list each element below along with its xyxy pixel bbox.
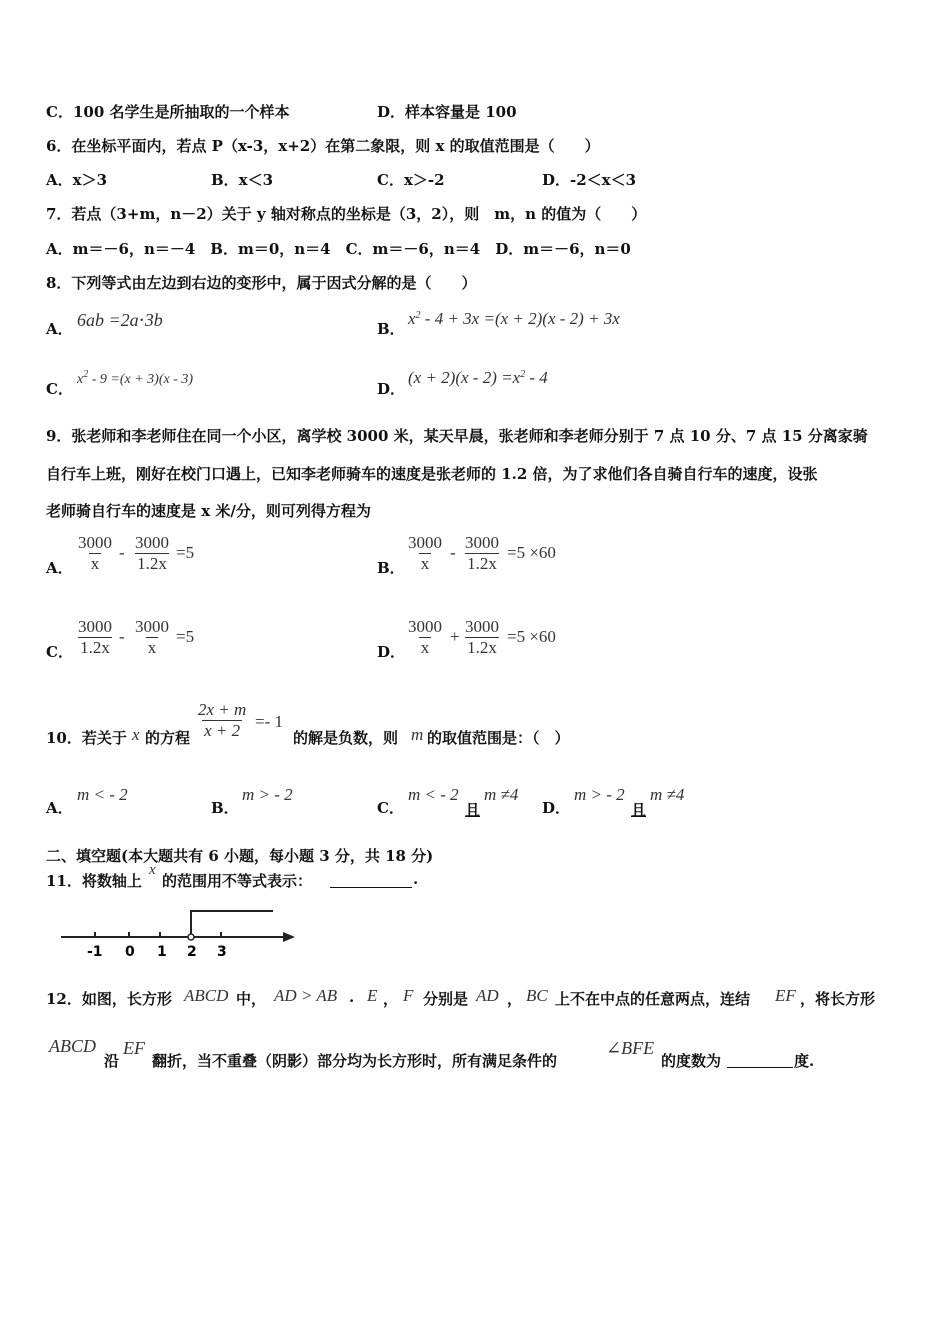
q10-option-c-and: 且 xyxy=(465,801,481,819)
q6-stem: 6．在坐标平面内，若点 P（x-3，x+2）在第二象限，则 x 的取值范围是（ ） xyxy=(46,137,600,155)
q9-c-frac-2: $\frac{3000}{x}$ xyxy=(135,617,169,657)
q9-d-rhs: =5 ×60 xyxy=(507,627,556,646)
q9-b-minus: - xyxy=(450,543,456,562)
q10-option-c-expr-1: m < - 2 xyxy=(408,785,459,804)
q10-option-d-expr-2: m ≠4 xyxy=(650,785,685,804)
q8-option-b-expr: $x^2 - 4 + 3x =(x + 2)(x - 2) + 3x$ xyxy=(408,309,620,328)
q9-b-rhs: =5 ×60 xyxy=(507,543,556,562)
q8-option-c-expr: $x^2 - 9 =(x + 3)(x - 3)$ xyxy=(77,369,194,387)
q12-line1-a: 12．如图，长方形 xyxy=(46,990,172,1008)
q11-pre: 11．将数轴上 xyxy=(46,872,142,890)
q10-post-1: 的解是负数，则 xyxy=(293,729,399,747)
q12-ef-2: EF xyxy=(123,1038,145,1058)
q10-fraction: $\frac{2x + m}{x + 2}$ xyxy=(198,700,247,740)
q8-option-c-label: C． xyxy=(46,380,73,398)
q9-option-b-label: B． xyxy=(377,559,405,577)
q12-line1-d: 分别是 xyxy=(423,990,469,1008)
q6-option-d: D．-2＜x＜3 xyxy=(542,171,637,189)
number-line-arrow-icon xyxy=(283,932,295,942)
q10-option-b-expr: m > - 2 xyxy=(242,785,293,804)
q8-option-d-label: D． xyxy=(377,380,406,398)
q10-post-2: 的取值范围是：（ ） xyxy=(427,729,570,747)
tick-label: 0 xyxy=(125,944,135,960)
q9-a-frac-2: $\frac{3000}{1.2x}$ xyxy=(135,533,169,573)
q9-a-minus: - xyxy=(119,543,125,562)
q9-d-frac-1: $\frac{3000}{x}$ xyxy=(408,617,442,657)
q9-b-frac-2: $\frac{3000}{1.2x}$ xyxy=(465,533,499,573)
q10-option-a-expr: m < - 2 xyxy=(77,785,128,804)
q12-point-f: F xyxy=(403,986,414,1005)
q10-option-c-label: C． xyxy=(377,799,404,817)
q9-c-frac-1: $\frac{3000}{1.2x}$ xyxy=(78,617,112,657)
q12-point-e: E xyxy=(367,986,378,1005)
q10-rhs: =- 1 xyxy=(255,712,283,731)
q10-option-b-label: B． xyxy=(211,799,239,817)
q8-option-a-expr: 6ab =2a⋅3b xyxy=(77,310,163,330)
q8-stem: 8．下列等式由左边到右边的变形中，属于因式分解的是（ ） xyxy=(46,274,477,292)
q11-var: x xyxy=(149,862,156,878)
q7-options: A．m＝－6，n＝－4 B．m＝0，n＝4 C．m＝－6，n＝4 D．m＝－6，n＝0 xyxy=(46,240,631,258)
q10-option-d-and: 且 xyxy=(631,801,647,819)
q10-option-d-label: D． xyxy=(542,799,571,817)
q11-post: 的范围用不等式表示： xyxy=(162,872,313,890)
q10-option-a-label: A． xyxy=(46,799,73,817)
q12-line2-b: 翻折，当不重叠（阴影）部分均为长方形时，所有满足条件的 xyxy=(152,1052,558,1070)
q12-line2-d: 度. xyxy=(794,1052,815,1070)
q11-end: . xyxy=(413,870,419,888)
q12-line1-b: 中， xyxy=(236,990,267,1008)
q9-b-frac-1: $\frac{3000}{x}$ xyxy=(408,533,442,573)
q12-angle-bfe: ∠BFE xyxy=(606,1038,655,1058)
tick-label: 2 xyxy=(187,944,197,960)
q9-a-rhs: =5 xyxy=(176,543,195,562)
number-line-figure xyxy=(55,905,300,965)
q12-abcd-2: ABCD xyxy=(49,1036,96,1056)
q10-pre: 10．若关于 xyxy=(46,729,127,747)
q9-option-c-label: C． xyxy=(46,643,73,661)
q12-ef: EF xyxy=(775,986,796,1005)
q12-line1-f: ，将长方形 xyxy=(800,990,876,1008)
q9-c-rhs: =5 xyxy=(176,627,195,646)
q12-condition: AD > AB xyxy=(274,986,338,1005)
q9-d-plus: + xyxy=(450,627,460,646)
q12-period: . xyxy=(349,988,355,1006)
q9-line-2: 自行车上班，刚好在校门口遇上，已知李老师骑车的速度是张老师的 1.2 倍，为了求他们各自骑自行车的速度，设张 xyxy=(46,465,818,483)
q10-option-c-expr-2: m ≠4 xyxy=(484,785,519,804)
q10-option-d-expr-1: m > - 2 xyxy=(574,785,625,804)
tick-label: 3 xyxy=(217,944,227,960)
solution-range-line xyxy=(191,911,273,937)
q6-option-b: B．x＜3 xyxy=(211,171,274,189)
q8-option-d-expr: $(x + 2)(x - 2) =x^2 - 4$ xyxy=(408,368,548,387)
q11-answer-blank[interactable] xyxy=(330,870,412,888)
q12-comma-2: ， xyxy=(507,990,523,1008)
open-circle-marker xyxy=(188,934,194,940)
q9-d-frac-2: $\frac{3000}{1.2x}$ xyxy=(465,617,499,657)
q12-bc: BC xyxy=(526,986,548,1005)
q9-option-a-label: A． xyxy=(46,559,73,577)
q12-line2-c: 的度数为 xyxy=(661,1052,722,1070)
q9-c-minus: - xyxy=(119,627,125,646)
q10-var-m: m xyxy=(411,725,424,744)
tick-label: -1 xyxy=(87,944,103,960)
q10-mid: 的方程 xyxy=(145,729,191,747)
q5-option-c: C．100 名学生是所抽取的一个样本 xyxy=(46,103,290,121)
q6-option-a: A．x＞3 xyxy=(46,171,108,189)
q9-option-d-label: D． xyxy=(377,643,406,661)
q12-answer-blank[interactable] xyxy=(727,1050,793,1068)
q12-abcd: ABCD xyxy=(184,986,229,1005)
q12-line2-a: 沿 xyxy=(104,1052,120,1070)
section-2-heading: 二、填空题(本大题共有 6 小题，每小题 3 分，共 18 分) xyxy=(46,847,434,865)
q5-option-d: D．样本容量是 100 xyxy=(377,103,517,121)
q12-ad: AD xyxy=(476,986,499,1005)
q12-line1-e: 上不在中点的任意两点，连结 xyxy=(555,990,751,1008)
q10-var-x: x xyxy=(132,725,140,744)
q9-line-3: 老师骑自行车的速度是 x 米/分，则可列得方程为 xyxy=(46,502,371,520)
q9-line-1: 9．张老师和李老师住在同一个小区，离学校 3000 米，某天早晨，张老师和李老师分别于 7 点 10 分、7 点 15 分离家骑 xyxy=(46,427,868,445)
q8-option-b-label: B． xyxy=(377,320,405,338)
q12-comma-1: ， xyxy=(383,990,399,1008)
q7-stem: 7．若点（3+m，n－2）关于 y 轴对称点的坐标是（3，2），则 m，n 的值为（ ） xyxy=(46,205,647,223)
tick-label: 1 xyxy=(157,944,167,960)
q6-option-c: C．x＞-2 xyxy=(377,171,445,189)
q9-a-frac-1: $\frac{3000}{x}$ xyxy=(78,533,112,573)
q8-option-a-label: A． xyxy=(46,320,73,338)
